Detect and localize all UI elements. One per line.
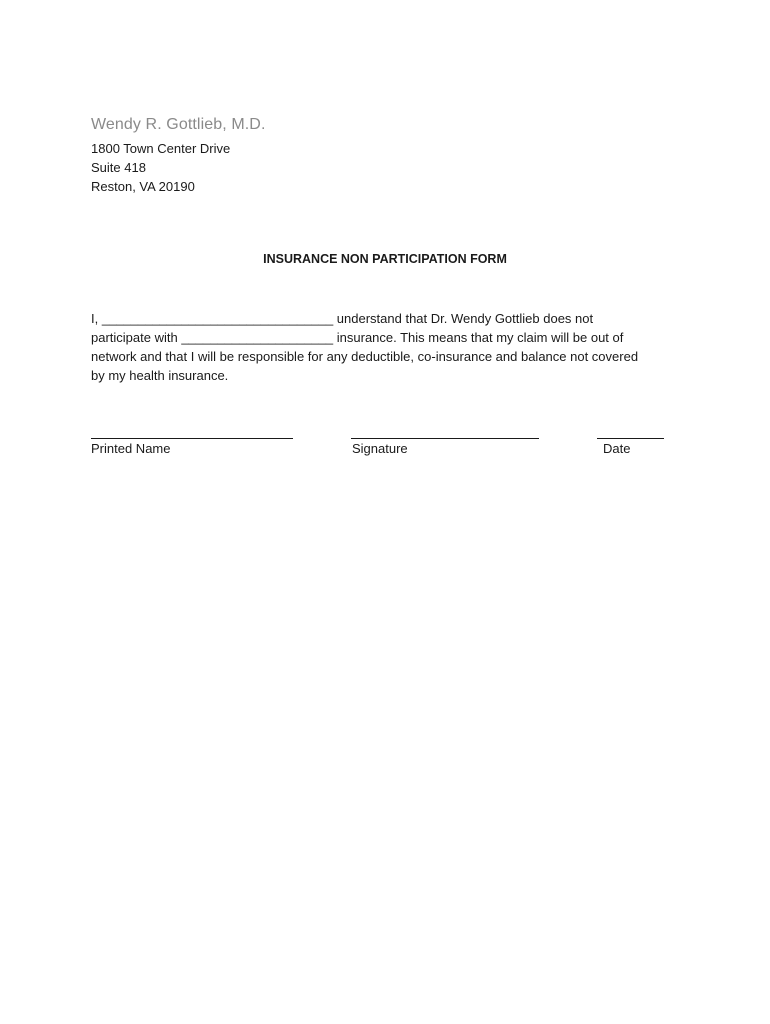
statement-line: by my health insurance. <box>91 368 229 383</box>
non-participation-statement <box>91 309 691 385</box>
date-label: Date <box>603 441 631 456</box>
address-suite: Suite 418 <box>91 160 146 175</box>
doctor-name: Wendy R. Gottlieb, M.D. <box>91 116 266 133</box>
signature-label: Signature <box>352 441 408 456</box>
statement-line: I, ________________________________ understand that Dr. Wendy Gottlieb does not <box>91 311 594 326</box>
date-line <box>597 438 664 439</box>
statement-line: network and that I will be responsible for any deductible, co-insurance and balance not covered <box>91 349 639 364</box>
address-street: 1800 Town Center Drive <box>91 141 231 156</box>
signature-line <box>351 438 539 439</box>
practice-address <box>91 139 230 196</box>
printed-name-label: Printed Name <box>91 441 171 456</box>
form-title: INSURANCE NON PARTICIPATION FORM <box>263 252 507 266</box>
statement-line: participate with _____________________ insurance. This means that my claim will be out of <box>91 330 624 345</box>
address-city-state-zip: Reston, VA 20190 <box>91 179 195 194</box>
printed-name-line <box>91 438 293 439</box>
